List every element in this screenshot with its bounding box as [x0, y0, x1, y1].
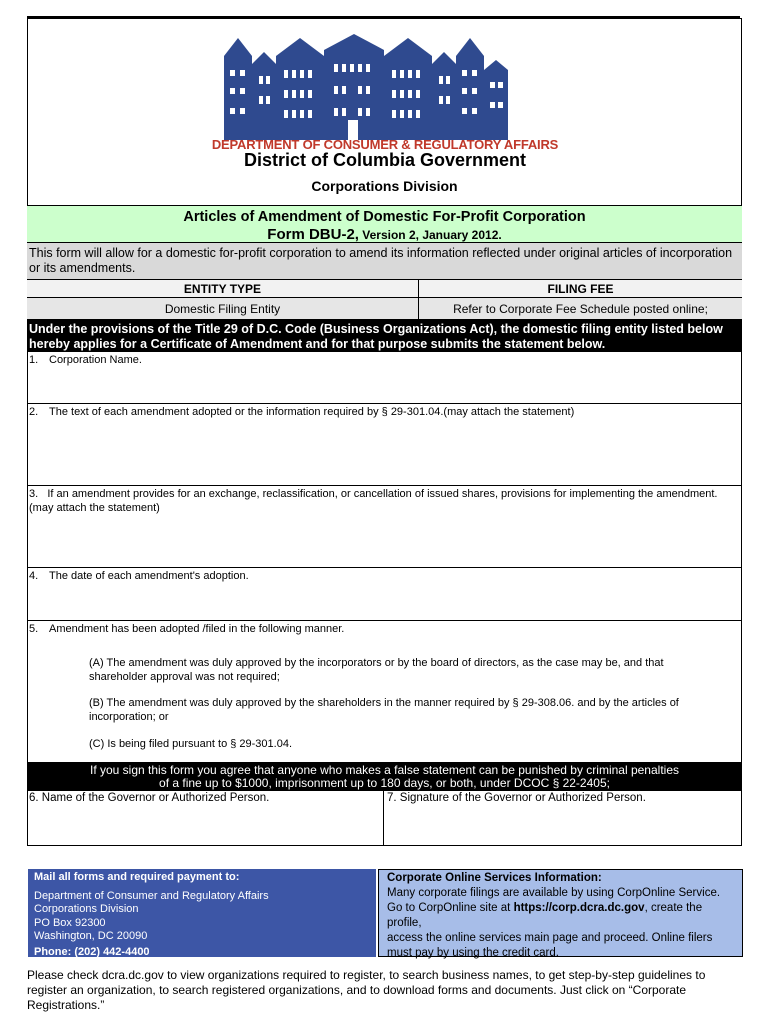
form-version: Version 2, January 2012.	[358, 228, 502, 242]
filing-fee-header: FILING FEE	[547, 282, 614, 296]
adoption-manner-field: 5. Amendment has been adopted /filed in the following manner.	[27, 621, 742, 762]
field-label: The text of each amendment adopted or the information required by § 29-301.04.(may attach the statement)	[49, 406, 575, 418]
signature-section	[27, 791, 742, 846]
division-name: Corporations Division	[311, 178, 458, 194]
option-a[interactable]: (A) The amendment was duly approved by the incorporators or by the board of directors, as the case may be, and that shareholder approval was not required;	[89, 657, 664, 683]
option-c[interactable]: (C) Is being filed pursuant to § 29-301.04.	[89, 738, 293, 750]
adoption-date-field[interactable]: 4. The date of each amendment's adoption.	[27, 568, 742, 621]
provisions-statement: Under the provisions of the Title 29 of D.C. Code (Business Organizations Act), the domestic filing entity listed below hereby applies for a Certificate of Amendment and for that purpose submits the statement below.	[27, 320, 742, 352]
form-number: Form DBU-2, Version 2, January 2012.	[267, 226, 502, 243]
governor-name-field[interactable]: 6. Name of the Governor or Authorized Person.	[29, 792, 270, 804]
option-b[interactable]: (B) The amendment was duly approved by the shareholders in the manner required by § 29-308.06. and by the articles of incorporation; or	[89, 697, 679, 723]
form-title-box	[27, 205, 742, 243]
field-label: The date of each amendment's adoption.	[49, 570, 249, 582]
form-title: Articles of Amendment of Domestic For-Profit Corporation	[183, 209, 586, 225]
mailing-info-box: Mail all forms and required payment to: Department of Consumer and Regulatory Affairs Corporations Division PO Box 92300 Washington, DC 20090 Phone: (202) 442-4400	[28, 869, 376, 957]
field-label: Amendment has been adopted /filed in the following manner.	[49, 623, 345, 635]
entity-table-row	[27, 298, 742, 320]
corponline-link[interactable]: https://corp.dcra.dc.gov	[513, 902, 645, 914]
online-heading: Corporate Online Services Information:	[387, 872, 602, 884]
entity-type-header: ENTITY TYPE	[27, 280, 419, 297]
governor-signature-field[interactable]: 7. Signature of the Governor or Authorized Person.	[383, 791, 742, 846]
phone-number: Phone: (202) 442-4400	[34, 945, 150, 958]
corporation-name-field[interactable]: 1. Corporation Name.	[27, 352, 742, 404]
footer-note: Please check dcra.dc.gov to view organizations required to register, to search business names, to get step-by-step guidelines to register an organization, to search registered organizations, and to download forms and documents. Just click on “Corporate Registrations.”	[27, 968, 706, 1012]
government-name: District of Columbia Government	[243, 150, 527, 170]
entity-table-header	[27, 280, 742, 298]
entity-type-value: Domestic Filing Entity	[27, 298, 419, 319]
field-label: 3. If an amendment provides for an exchange, reclassification, or cancellation of issued shares, provisions for implementing the amendment. (may attach the statement)	[29, 488, 718, 514]
department-name: DEPARTMENT OF CONSUMER & REGULATORY AFFAIRS	[211, 137, 559, 152]
dcra-building-logo	[218, 30, 538, 142]
share-exchange-field[interactable]	[27, 486, 742, 568]
mailing-heading: Mail all forms and required payment to:	[34, 871, 240, 883]
online-services-box: Corporate Online Services Information: Many corporate filings are available by using CorpOnline Service. Go to CorpOnline site at https://corp.dcra.dc.gov, create the profile, access the online services main page and proceed. Online filers must pay by using the credit card.	[378, 869, 743, 957]
intro-text: This form will allow for a domestic for-profit corporation to amend its information reflected under original articles of incorporation or its amendments.	[27, 243, 742, 280]
field-label: Corporation Name.	[49, 354, 142, 366]
penalty-warning: If you sign this form you agree that anyone who makes a false statement can be punished by criminal penalties of a fine up to $1000, imprisonment up to 180 days, or both, under DCOC § 22-2405;	[27, 762, 742, 791]
amendment-text-field[interactable]: 2. The text of each amendment adopted or the information required by § 29-301.04.(may attach the statement)	[27, 404, 742, 486]
filing-fee-value: Refer to Corporate Fee Schedule posted online;	[453, 302, 708, 316]
